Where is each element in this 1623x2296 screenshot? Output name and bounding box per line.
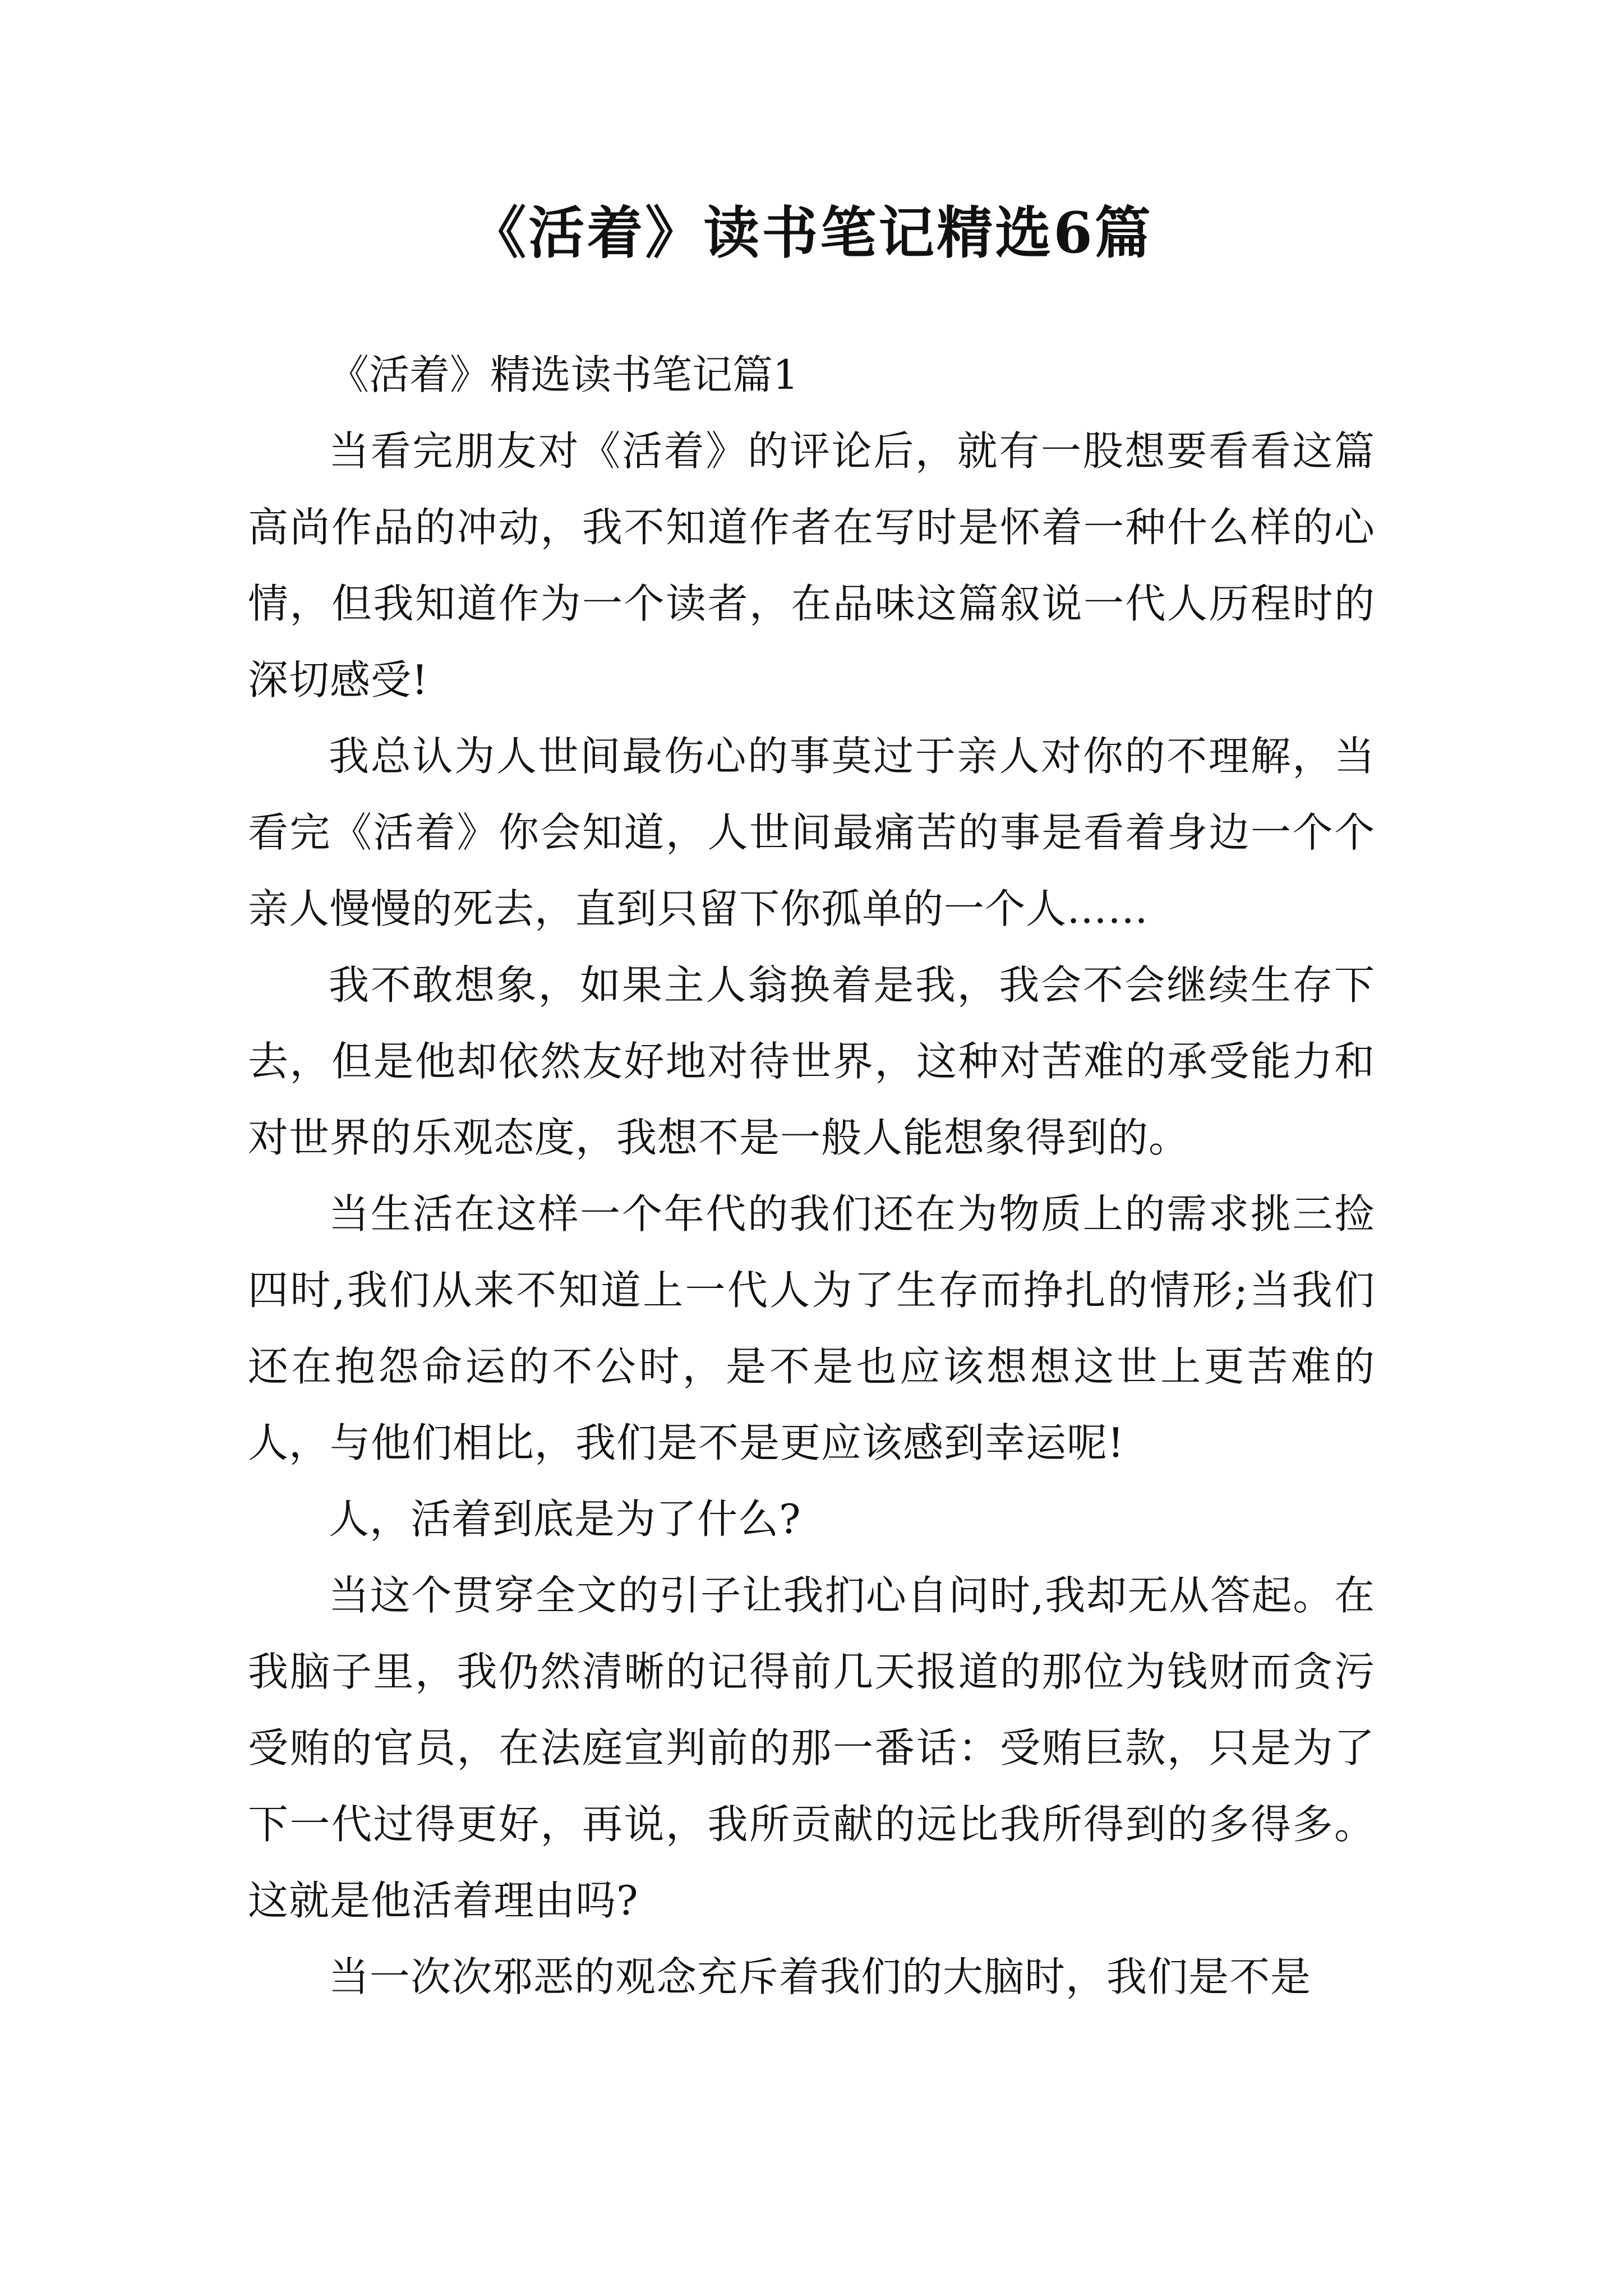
paragraph: 当这个贯穿全文的引子让我扪心自问时,我却无从答起。在我脑子里，我仍然清晰的记得前几天报道的那位为钱财而贪污受贿的官员，在法庭宣判前的那一番话：受贿巨款，只是为了下一代过得更好，再说，我所贡献的远比我所得到的多得多。这就是他活着理由吗? bbox=[248, 1572, 1375, 1924]
document-body bbox=[248, 337, 1375, 2015]
paragraph: 人，活着到底是为了什么? bbox=[329, 1496, 801, 1543]
paragraph: 当一次次邪恶的观念充斥着我们的大脑时，我们是不是 bbox=[329, 1953, 1312, 2000]
paragraph: 我总认为人世间最伤心的事莫过于亲人对你的不理解，当看完《活着》你会知道，人世间最痛苦的事是看着身边一个个亲人慢慢的死去，直到只留下你孤单的一个人…… bbox=[248, 733, 1375, 932]
paragraph: 当看完朋友对《活着》的评论后，就有一股想要看看这篇高尚作品的冲动，我不知道作者在写时是怀着一种什么样的心情，但我知道作为一个读者，在品味这篇叙说一代人历程时的深切感受! bbox=[248, 427, 1375, 703]
section-heading: 《活着》精选读书笔记篇1 bbox=[329, 351, 799, 398]
paragraph: 我不敢想象，如果主人翁换着是我，我会不会继续生存下去，但是他却依然友好地对待世界，这种对苦难的承受能力和对世界的乐观态度，我想不是一般人能想象得到的。 bbox=[248, 961, 1375, 1161]
paragraph: 当生活在这样一个年代的我们还在为物质上的需求挑三捡四时,我们从来不知道上一代人为了生存而挣扎的情形;当我们还在抱怨命运的不公时，是不是也应该想想这世上更苦难的人，与他们相比，我们是不是更应该感到幸运呢! bbox=[248, 1190, 1375, 1466]
document-title: 《活着》读书笔记精选6篇 bbox=[470, 200, 1153, 266]
